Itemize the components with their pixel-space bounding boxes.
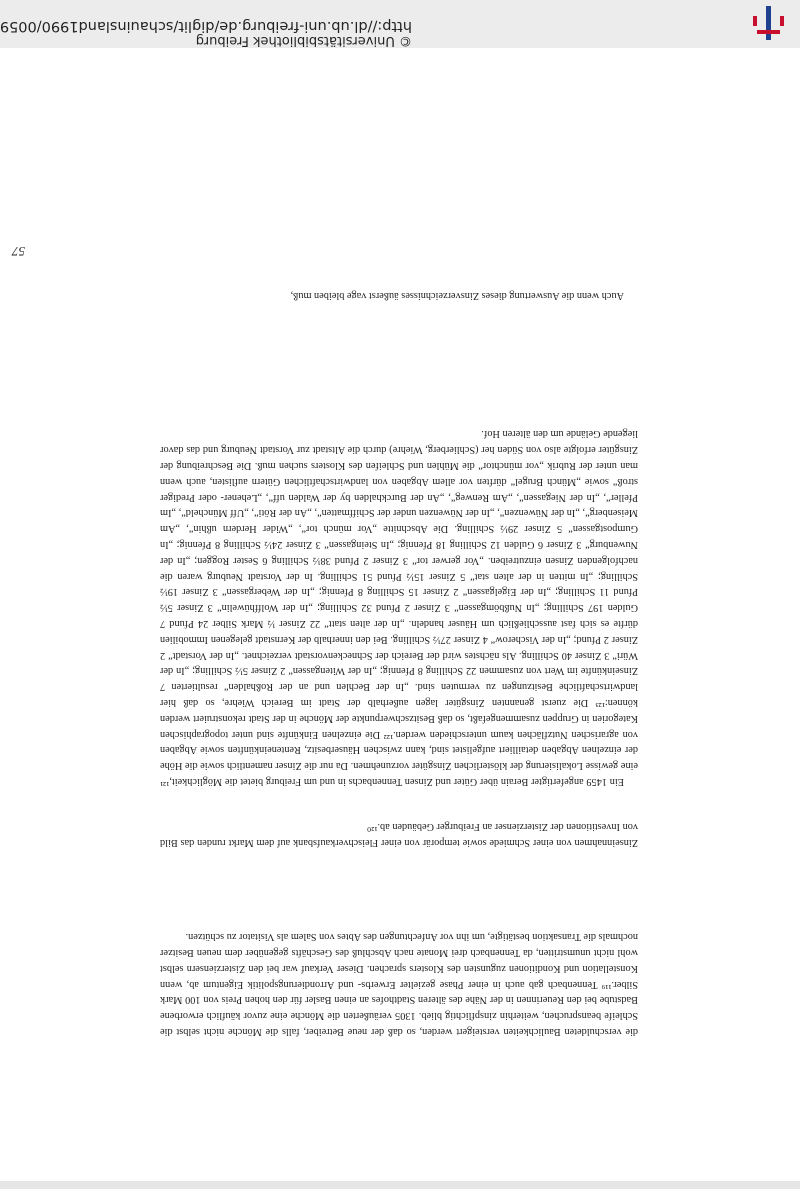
paragraph: Ein 1459 angefertigter Berain über Güter und Zinsen Tennenbachs in und um Freiburg bietet die Möglichkeit,¹²¹ eine gewisse Lokalisierung der klösterlichen Zinsgüter vorzunehmen. Da nur die Zinser namentlich sowie die Höhe der einzelnen Abgaben detailliert aufgelistet sind, kann zwischen Häuserbesitz, Renteneinkünften sowie Abgaben von agrarischen Nutzflächen kaum unterschieden werden.¹²² Die einzelnen Einkünfte sind unter topographischen Kategorien in Gruppen zusammengefaßt, so daß Besitzschwerpunkte der Mönche in der Stadt rekonstruiert werden können:¹²³ Die zuerst genannten Zinsgüter lagen außerhalb der Stadt im Bereich Wiehre, so daß hier landwirtschaftliche Besitzungen zu vermuten sind. „In der Bechlen und an der Roßhalden“ resultierten 7 Zinseinkünfte im Wert von zusammen 22 Schilling 8 Pfennig; „In der Witengassen“ 2 Zinser 5½ Schilling; „In der Würi“ 3 Zinser 40 Schilling. Als nächstes wird der Bereich der Schneckenvorstadt verzeichnet. „In der Vorstadt“ 2 Zinser 2 Pfund; „In der Vischerow“ 4 Zinser 27½ Schilling. Bei den innerhalb der Kernstadt gelegenen Immobilien dürfte es sich fast ausschließlich um Häuser handeln. „In der alten statt“ 22 Zinser ½ Mark Silber 24 Pfund 7 Gulden 197 Schilling; „In Nußbömgassen“ 3 Zinser 2 Pfund 32 Schilling; „In der Wolffhüwelin“ 3 Zinser 5½ Pfund 11 Schilling; „In der Eigelgassen“ 2 Zinser 15 Schilling 8 Pfennig; „In der Webergassen“ 3 Zinser 19½ Schilling; „In mitten in der alten stat“ 5 Zinser 15½ Pfund 51 Schilling. In der Vorstadt Neuburg waren die nachfolgenden Zinsen einzutreiben. „Vor gerwer tor“ 3 Zinser 2 Pfund 38½ Schilling 6 Sester Roggen; „In der Nuwenburg“ 3 Zinser 6 Gulden 12 Schilling 18 Pfennig; „In Steingassen“ 3 Zinser 24½ Schilling 8 Pfennig; „In Gumpostgassen“ 5 Zinser 29½ Schilling. Die Abschnitte „Vor münch tor“, „Wider Herdern ußhin“, „Am Meisenberg“, „In der Nüwenzen“, „In der Nüwenzen under der Schiffmatten“, „An der Röti“, „Uff Müncheld“, „Im Pfeller“, „In der Niegassen“, „Am Renweg“, „An der Burckhalden by der Walden uff“, „Lehener- oder Prediger stroß“ sowie „Münch Brugel“ dürften vor allem Abgaben von landwirtschaftlichen Gütern auflisten, auch wenn man unter der Rubrik „vor münchtor“ die Mühlen und Schleifen des Klosters suchen muß. Die Beschreibung der Zinsgüter erfolgte also von Süden her (Schlierberg, Wiehre) durch die Altstadt zur Vorstadt Neuburg und das davor liegende Gelände um den älteren Hof. (160, 428, 638, 787)
scan-top-strip (0, 1181, 800, 1189)
paragraph: die verschuldeten Baulichkeiten versteigert werden, so daß der neue Betreiber, falls die Mönche nicht selbst die Schleife beanspruchen, weiterhin zinspflichtig blieb. 1305 veräußerten die Mönche eine zuvor käuflich erworbene Badstube bei den Reuerinnen in der Nähe des älteren Stadthofes an einen Basler für den hohen Preis von 100 Mark Silber.¹¹⁹ Tennenbach gab auch in einer Phase gezielter Erwerbs- und Arrondierungspolitik Eigentum ab, wenn Konstellation und Konditionen zugunsten des Klosters sprachen. Dieser Verkauf war bei den Zisterziensern selbst wohl nicht unumstritten, da Tennenbach drei Monate nach Abschluß des Geschäfts gegenüber dem neuen Besitzer nochmals die Transaktion bestätigte, um ihn vor Anfechtungen des Abtes von Salem als Visitator zu schützen. (160, 931, 638, 1037)
paragraph: Zinseinnahmen von einer Schmiede sowie temporär von einer Fleischverkaufsbank auf dem Markt runden das Bild von Investitionen der Zisterzienser an Freiburger Gebäuden ab.¹²⁰ (160, 821, 638, 848)
paragraph: Auch wenn die Auswertung dieses Zinsverzeichnisses äußerst vage bleiben muß, (290, 290, 624, 301)
footer-bar (0, 0, 800, 48)
page-number: 57 (12, 244, 25, 259)
library-copyright: © Universitätsbibliothek Freiburg (195, 33, 412, 48)
ub-freiburg-logo-icon (748, 4, 788, 44)
permalink-url[interactable]: http://dl.ub.uni-freiburg.de/diglit/schauinsland1990/0059 (0, 18, 412, 34)
